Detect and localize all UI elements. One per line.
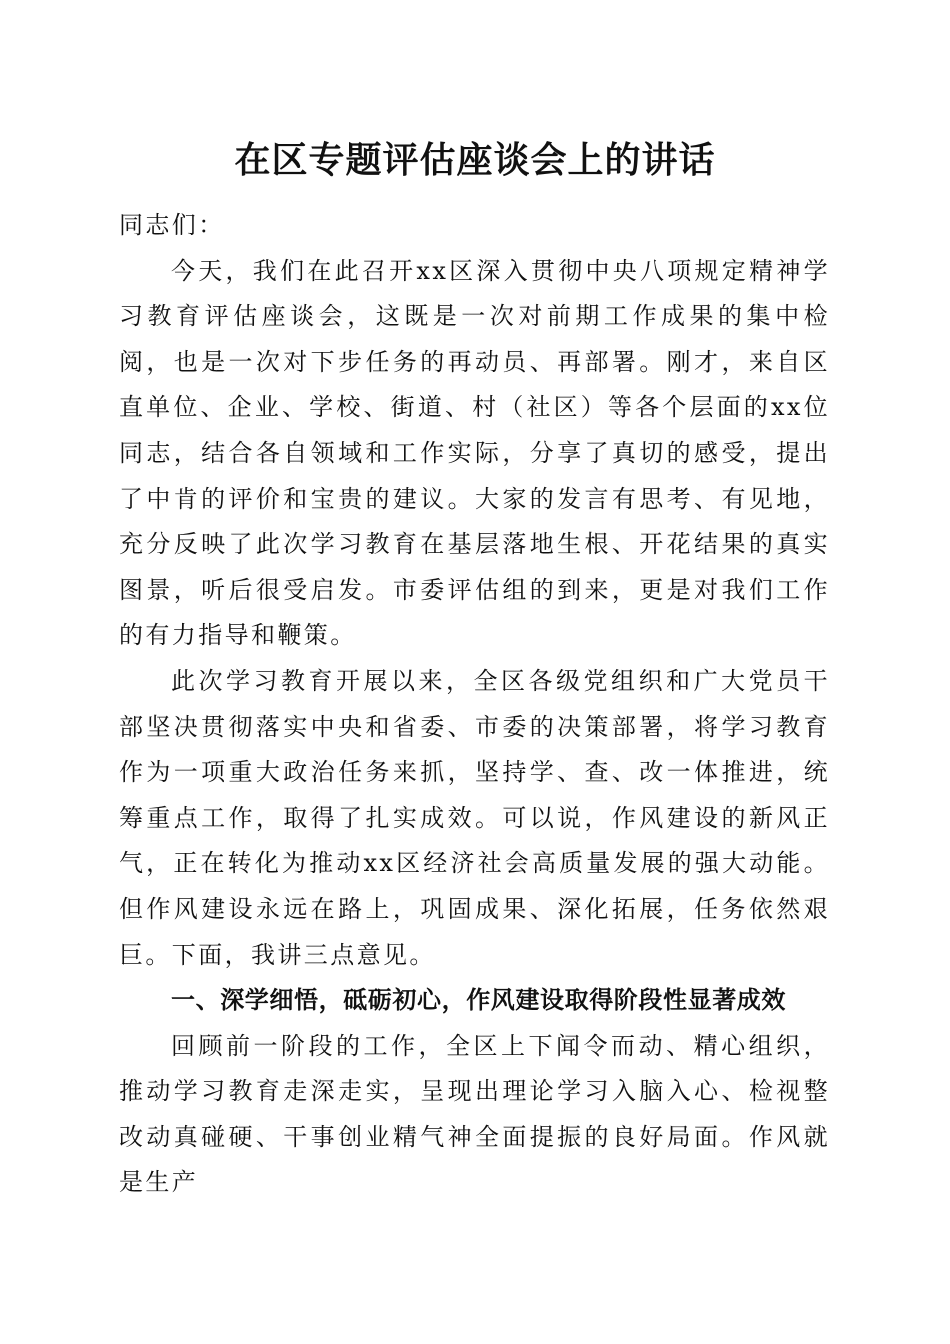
paragraph-overview: 此次学习教育开展以来，全区各级党组织和广大党员干部坚决贯彻落实中央和省委、市委的决策部署，将学习教育作为一项重大政治任务来抓，坚持学、查、改一体推进，统筹重点工作，取得了扎实成效。可以说，作风建设的新风正气，正在转化为推动xx区经济社会高质量发展的强大动能。但作风建设永远在路上，巩固成果、深化拓展，任务依然艰巨。下面，我讲三点意见。	[119, 666, 830, 969]
salutation: 同志们：	[119, 211, 225, 239]
document-title: 在区专题评估座谈会上的讲话	[234, 139, 716, 181]
paragraph-opening: 今天，我们在此召开xx区深入贯彻中央八项规定精神学习教育评估座谈会，这既是一次对前期工作成果的集中检阅，也是一次对下步任务的再动员、再部署。刚才，来自区直单位、企业、学校、街道、村（社区）等各个层面的xx位同志，结合各自领域和工作实际，分享了真切的感受，提出了中肯的评价和宝贵的建议。大家的发言有思考、有见地，充分反映了此次学习教育在基层落地生根、开花结果的真实图景，听后很受启发。市委评估组的到来，更是对我们工作的有力指导和鞭策。	[119, 256, 830, 650]
section-heading-1: 一、深学细悟，砥砺初心，作风建设取得阶段性显著成效	[171, 986, 786, 1015]
paragraph-section-1: 回顾前一阶段的工作，全区上下闻令而动、精心组织，推动学习教育走深走实，呈现出理论学习入脑入心、检视整改动真碰硬、干事创业精气神全面提振的良好局面。作风就是生产	[119, 1031, 830, 1197]
document-body	[119, 203, 830, 1206]
